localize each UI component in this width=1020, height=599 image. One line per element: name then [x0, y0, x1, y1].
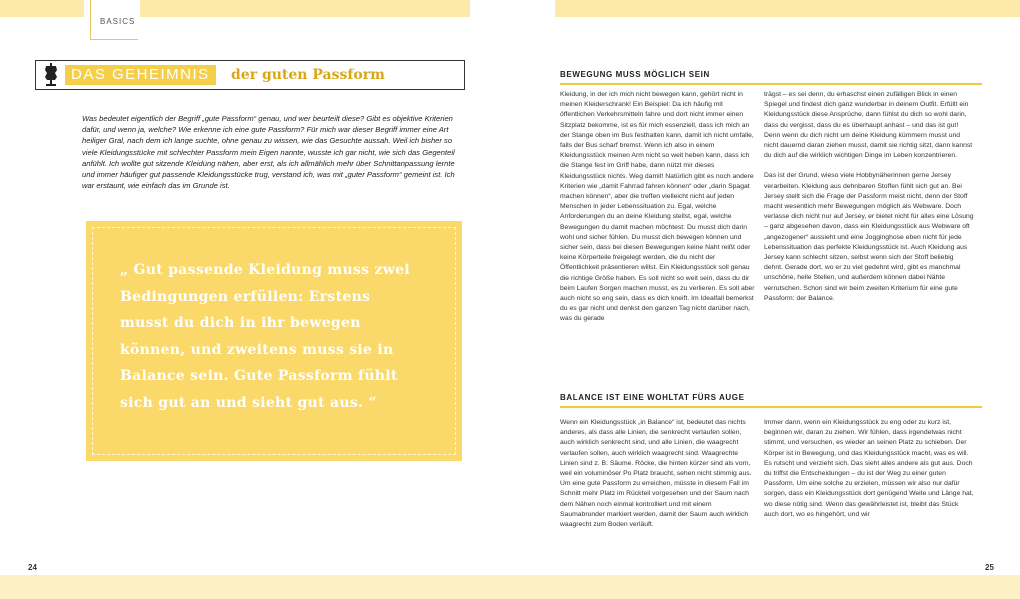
balance-column-right — [764, 418, 974, 520]
top-band-right — [555, 0, 1020, 17]
pull-quote-text: „ Gut passende Kleidung muss zwei Bedingungen erfüllen: Erstens musst du dich in ihr bewegen können, und zweitens muss sie in Balance sein. Gute Passform fühlt sich gut an und sieht gut aus. “ — [120, 262, 410, 411]
movement-paragraph: Kleidung, in der ich mich nicht bewegen kann, gehört nicht in meinen Kleiderschrank! Ein Beispiel: Da ich häufig mit öffentlichen Verkehrsmitteln fahre und dort nicht immer einen Sitzplatz bekomme, ist es für mich essenziell, dass ich mich an der Stange oben im Bus festhalten kann, damit ich nicht umfalle, falls der Bus scharf bremst. Wenn ich also in einem Kleidungsstück meinen Arm nicht so weit heben kann, dass ich die Stange fest im Griff habe, dann nützt mir dieses Kleidungsstück nichts. Weg damit! Natürlich gibt es noch andere Kriterien wie „damit Fahrrad fahren können“ oder „darin Spagat machen können“, aber die treffen vielleicht nicht auf jeden Menschen in jeder Lebenssituation zu. Egal, welche Anforderungen du an deine Kleidung stellst, egal, welche Bewegungen du damit machen möchtest: Du musst dich darin wohl und sicher fühlen. Du musst dich bewegen können und sicher sein, dass bei diesen Bewegungen keine Naht reißt oder keine Körperteile freigelegt werden, die du nicht der Öffentlichkeit präsentieren willst. Ein Kleidungsstück soll genau die richtige Größe haben. Es soll nicht so weit sein, dass du dir beim Laufen Sorgen machen musst, es zu verlieren. Es soll aber auch nicht so eng sein, dass es dich kneift. Im Idealfall bemerkst du es gar nicht und denkst den ganzen Tag nicht darüber nach, was du gerade — [560, 91, 755, 323]
top-band-middle — [140, 0, 470, 17]
section-tab — [90, 0, 138, 40]
top-band-left — [0, 0, 84, 17]
movement-column-left — [560, 90, 755, 325]
movement-paragraph-continued: trägst – es sei denn, du erhaschst einen zufälligen Blick in einen Spiegel und findest dich ganz wunderbar in deinem Outfit. Erfüllt ein Kleidungsstück diese Ansprüche, dann fühlst du dich so wohl darin, dass du vergisst, dass du es überhaupt anhast – und das ist gut! Denn wenn du dich nicht um deine Kleidung kümmern musst und nicht dauernd daran ziehen musst, damit sie richtig sitzt, dann kannst du dich auf die wirklich wichtigen Dinge im Leben konzentrieren. — [764, 91, 973, 160]
pull-quote-box — [86, 221, 462, 461]
balance-paragraph-continued: Immer dann, wenn ein Kleidungsstück zu eng oder zu kurz ist, beginnen wir, daran zu ziehen. Wir fühlen, dass irgendetwas nicht stimmt, und versuchen, es wieder an seinen Platz zu schieben. Der Körper ist in Bewegung, und das Kleidungsstück macht, was es will. Es rutscht und verzieht sich. Das sieht alles andere als gut aus. Doch du triffst die Entscheidungen – du ist der Weg zu einer guten Passform. Um eine solche zu erzielen, müssen wir also nur dafür sorgen, dass ein Kleidungsstück dort genügend Weite und Länge hat, wo diese nötig sind. Wenn das gewährleistet ist, bleibt das Stück auch dort, wo es hingehört, und wir — [764, 419, 974, 518]
title-subtitle: der guten Passform — [231, 67, 385, 83]
chapter-title — [35, 60, 465, 90]
section-heading-balance: BALANCE IST EINE WOHLTAT FÜRS AUGE — [560, 393, 982, 408]
section-label: BASICS — [100, 17, 136, 26]
section-heading-movement: BEWEGUNG MUSS MÖGLICH SEIN — [560, 70, 982, 85]
jersey-paragraph: Das ist der Grund, wieso viele Hobbynäherinnen gerne Jersey verarbeiten. Kleidung aus dehnbaren Stoffen fühlt sich gut an. Bei Jersey stellt sich die Frage der Passform meist nicht, denn der Stoff macht wesentlich mehr Bewegungen möglich als Webware. Doch verlasse dich nicht nur auf Jersey, er bietet nicht für alles eine Lösung – ganz abgesehen davon, dass ein Kleidungsstück aus Webware oft „angezogener“ aussieht und eine Jogginghose eben nicht für jede Lebenssituation das perfekte Kleidungsstück ist. Auch Kleidung aus Jersey kann schlecht sitzen, selbst wenn sich der Stoff beliebig dehnt. Gerade dort, wo er zu viel gedehnt wird, gibt es manchmal unschöne, helle Stellen, und außerdem können dabei Nähte verrutschen. Schon sind wir beim zweiten Kriterium für eine gute Passform: der Balance. — [764, 172, 974, 302]
page-number-right: 25 — [985, 563, 994, 572]
intro-paragraph: Was bedeutet eigentlich der Begriff „gute Passform“ genau, und wer beurteilt diese? Gibt es objektive Kriterien dafür, und wenn ja, welche? Wie erkenne ich eine gute Passform? Für mich war dieser Begriff immer eine Art heiliger Gral, nach dem ich lange suchte, ohne genau zu wissen, wie das Gesuchte aussah. Weil ich bisher so viele Kleidungsstücke mit schlechter Passform mein Eigen nannte, wusste ich gar nicht, wie sich das Gegenteil anfühlt. Ich wollte gut sitzende Kleidung nähen, aber erst, als ich allmählich mehr über Schnittanpassung lernte und immer häufiger gut passende Kleidungsstücke trug, verstand ich, was mit „guter Passform“ gemeint ist. Ich war erstaunt, wie einfach das im Grunde ist. — [82, 114, 455, 191]
balance-column-left — [560, 418, 755, 530]
bottom-band — [0, 575, 1020, 599]
movement-column-right — [764, 90, 974, 304]
page-number-left: 24 — [28, 563, 37, 572]
title-highlight: DAS GEHEIMNIS — [65, 65, 216, 85]
dress-form-icon — [40, 63, 62, 87]
balance-paragraph: Wenn ein Kleidungsstück „in Balance“ ist, bedeutet das nichts anderes, als dass alle Linien, die senkrecht verlaufen sollen, auch wirklich senkrecht sind, und alle Linien, die waagrecht verlaufen sollen, auch wirklich waagrecht sind. Waagrechte Linien sind z. B. Säume. Röcke, die hinten kürzer sind als vorn, weil ein voluminöser Po Platz braucht, sehen nicht stimmig aus. Um eine gute Passform zu erreichen, müsste in diesem Fall im Schnitt mehr Platz im Rückteil vorgesehen und der Saum nach dem Nähen noch einmal kontrolliert und mit einem Saumabrunder markiert werden, damit der Saum auch wirklich waagrecht zum Boden verläuft. — [560, 419, 752, 529]
